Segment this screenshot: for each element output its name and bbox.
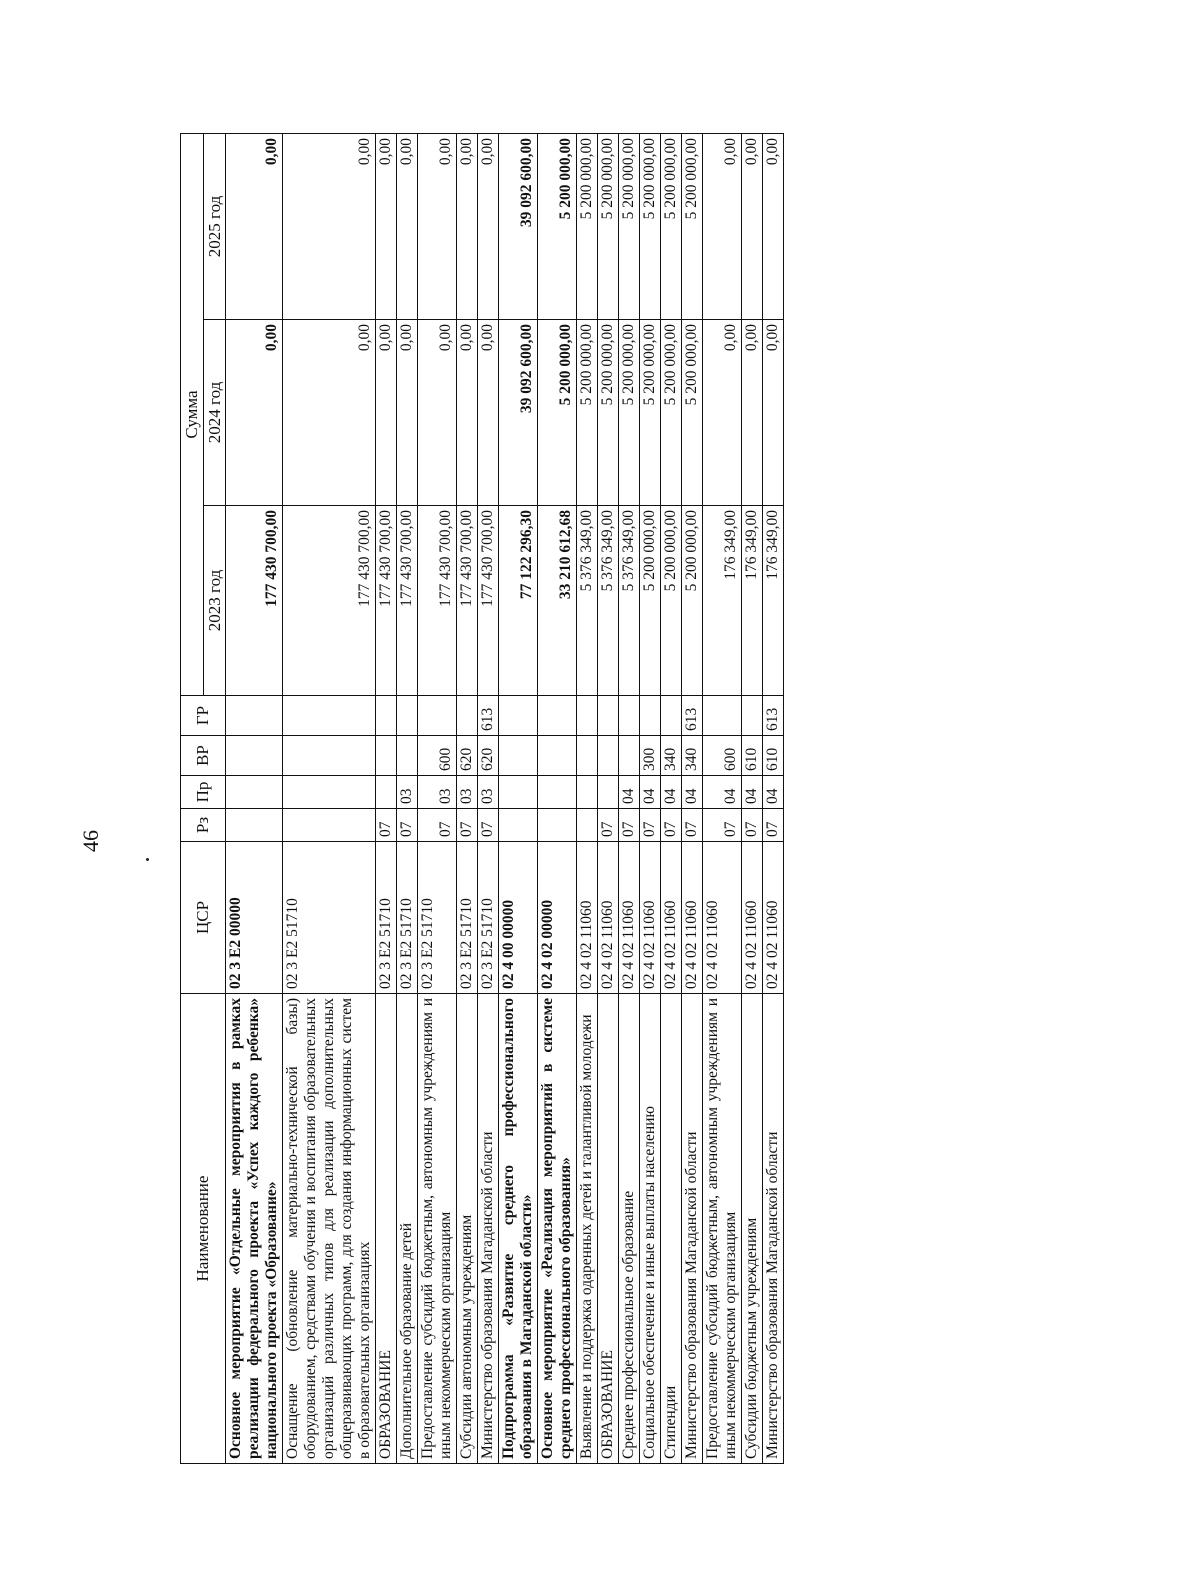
cell-csr: 02 4 02 11060 [660,842,681,994]
cell-name: Среднее профессиональное образование [618,994,639,1464]
table-row [537,134,576,1464]
cell-name: Выявление и поддержка одаренных детей и талантливой молодежи [576,994,597,1464]
cell-2024: 5 200 000,00 [618,320,639,506]
cell-gr [537,696,576,736]
table-row [499,134,538,1464]
cell-pr [226,776,283,809]
cell-pr [376,776,397,809]
cell-2024: 0,00 [397,320,418,506]
cell-rz [283,809,376,842]
cell-vr [597,736,618,776]
cell-vr: 620 [457,736,478,776]
table-row [597,134,618,1464]
cell-2023: 177 430 700,00 [478,506,499,696]
cell-pr: 04 [618,776,639,809]
cell-name: Министерство образования Магаданской области [762,994,783,1464]
cell-name: Стипендии [660,994,681,1464]
cell-2023: 177 430 700,00 [226,506,283,696]
table-row [418,134,457,1464]
cell-2024: 0,00 [478,320,499,506]
cell-gr [226,696,283,736]
rotated-page [180,134,1160,1464]
header-sum: Сумма [181,134,204,696]
cell-vr [576,736,597,776]
cell-2025: 5 200 000,00 [597,134,618,320]
cell-csr: 02 3 E2 51710 [457,842,478,994]
cell-2024: 5 200 000,00 [660,320,681,506]
cell-gr [397,696,418,736]
budget-table [180,133,784,1464]
cell-2025: 0,00 [226,134,283,320]
cell-csr: 02 3 E2 51710 [418,842,457,994]
cell-2024: 5 200 000,00 [639,320,660,506]
cell-pr: 04 [741,776,762,809]
table-row [226,134,283,1464]
cell-vr: 600 [702,736,741,776]
cell-pr: 03 [457,776,478,809]
cell-pr: 03 [397,776,418,809]
cell-2024: 5 200 000,00 [576,320,597,506]
cell-2023: 177 430 700,00 [418,506,457,696]
cell-2025: 5 200 000,00 [660,134,681,320]
cell-gr [597,696,618,736]
cell-name: Предоставление субсидий бюджетным, автономным учреждениям и иным некоммерческим организациям [702,994,741,1464]
cell-gr [702,696,741,736]
cell-rz: 07 [762,809,783,842]
table-row [741,134,762,1464]
cell-rz: 07 [681,809,702,842]
cell-name: ОБРАЗОВАНИЕ [376,994,397,1464]
cell-rz: 07 [618,809,639,842]
cell-rz: 07 [478,809,499,842]
cell-csr: 02 3 E2 00000 [226,842,283,994]
cell-2025: 0,00 [478,134,499,320]
cell-rz: 07 [397,809,418,842]
cell-2024: 0,00 [741,320,762,506]
cell-2024: 5 200 000,00 [597,320,618,506]
cell-2025: 0,00 [376,134,397,320]
cell-rz: 07 [376,809,397,842]
cell-2023: 33 210 612,68 [537,506,576,696]
cell-pr [576,776,597,809]
cell-2024: 39 092 600,00 [499,320,538,506]
cell-name: Подпрограмма «Развитие среднего профессионального образования в Магаданской области» [499,994,538,1464]
cell-gr [741,696,762,736]
cell-rz: 07 [597,809,618,842]
cell-pr: 04 [660,776,681,809]
cell-2023: 176 349,00 [702,506,741,696]
cell-vr [283,736,376,776]
cell-rz [576,809,597,842]
cell-vr: 600 [418,736,457,776]
cell-csr: 02 4 02 11060 [762,842,783,994]
cell-2023: 176 349,00 [762,506,783,696]
cell-csr: 02 4 02 11060 [576,842,597,994]
cell-gr [576,696,597,736]
cell-vr: 300 [639,736,660,776]
cell-vr [376,736,397,776]
header-name: Наименование [181,994,226,1464]
cell-pr [499,776,538,809]
cell-gr: 613 [478,696,499,736]
cell-gr [639,696,660,736]
cell-rz [499,809,538,842]
cell-pr: 04 [681,776,702,809]
cell-2025: 5 200 000,00 [639,134,660,320]
cell-rz: 07 [702,809,741,842]
cell-vr [618,736,639,776]
cell-rz [226,809,283,842]
cell-2023: 5 200 000,00 [660,506,681,696]
cell-2025: 5 200 000,00 [681,134,702,320]
cell-vr [226,736,283,776]
cell-vr: 340 [660,736,681,776]
cell-2023: 177 430 700,00 [457,506,478,696]
cell-2023: 177 430 700,00 [376,506,397,696]
table-row [660,134,681,1464]
cell-2024: 0,00 [457,320,478,506]
cell-2023: 176 349,00 [741,506,762,696]
cell-2024: 0,00 [418,320,457,506]
table-row [457,134,478,1464]
scan-dot [146,858,149,861]
cell-2025: 39 092 600,00 [499,134,538,320]
cell-2024: 0,00 [283,320,376,506]
cell-2023: 5 376 349,00 [576,506,597,696]
table-row [376,134,397,1464]
table-row [283,134,376,1464]
header-rz: Рз [181,809,226,842]
cell-rz: 07 [418,809,457,842]
cell-2024: 5 200 000,00 [681,320,702,506]
cell-2023: 5 376 349,00 [597,506,618,696]
header-row [181,134,204,1464]
cell-name: Оснащение (обновление материально-технической базы) оборудованием, средствами обучения и воспитания образовательных организаций различных типов для реализации дополнительных общеразвивающих программ, для создания информационных систем в образовательных организациях [283,994,376,1464]
cell-pr: 04 [702,776,741,809]
cell-rz: 07 [639,809,660,842]
cell-pr [283,776,376,809]
cell-gr [618,696,639,736]
cell-gr [418,696,457,736]
cell-gr [376,696,397,736]
cell-2024: 0,00 [762,320,783,506]
cell-csr: 02 3 E2 51710 [397,842,418,994]
cell-2025: 0,00 [397,134,418,320]
cell-csr: 02 3 E2 51710 [478,842,499,994]
cell-vr [499,736,538,776]
cell-rz: 07 [741,809,762,842]
cell-2023: 77 122 296,30 [499,506,538,696]
cell-name: Министерство образования Магаданской области [478,994,499,1464]
cell-2025: 0,00 [762,134,783,320]
cell-pr: 03 [478,776,499,809]
table-row [618,134,639,1464]
cell-rz: 07 [457,809,478,842]
cell-gr: 613 [681,696,702,736]
cell-2025: 0,00 [457,134,478,320]
cell-name: Министерство образования Магаданской области [681,994,702,1464]
cell-csr: 02 4 02 11060 [702,842,741,994]
header-csr: ЦСР [181,842,226,994]
cell-csr: 02 4 02 11060 [681,842,702,994]
cell-2025: 0,00 [418,134,457,320]
cell-pr: 04 [762,776,783,809]
cell-csr: 02 4 02 11060 [639,842,660,994]
table-body [226,134,783,1464]
cell-pr [597,776,618,809]
cell-2024: 0,00 [226,320,283,506]
cell-csr: 02 3 E2 51710 [376,842,397,994]
cell-2024: 5 200 000,00 [537,320,576,506]
header-2025: 2025 год [203,134,226,320]
header-2024: 2024 год [203,320,226,506]
cell-vr [397,736,418,776]
table-row [478,134,499,1464]
cell-2023: 5 200 000,00 [681,506,702,696]
table-row [702,134,741,1464]
cell-csr: 02 4 02 11060 [618,842,639,994]
cell-gr: 613 [762,696,783,736]
table-row [681,134,702,1464]
cell-rz [537,809,576,842]
cell-name: ОБРАЗОВАНИЕ [597,994,618,1464]
cell-2025: 0,00 [741,134,762,320]
cell-vr: 340 [681,736,702,776]
cell-name: Субсидии автономным учреждениям [457,994,478,1464]
cell-2023: 177 430 700,00 [283,506,376,696]
cell-2025: 0,00 [283,134,376,320]
cell-csr: 02 4 00 00000 [499,842,538,994]
cell-vr: 610 [762,736,783,776]
cell-2023: 177 430 700,00 [397,506,418,696]
cell-2025: 0,00 [702,134,741,320]
cell-2024: 0,00 [376,320,397,506]
cell-csr: 02 4 02 11060 [597,842,618,994]
cell-gr [660,696,681,736]
cell-2023: 5 376 349,00 [618,506,639,696]
cell-csr: 02 3 E2 51710 [283,842,376,994]
cell-pr: 03 [418,776,457,809]
header-vr: ВР [181,736,226,776]
cell-name: Основное мероприятие «Отдельные мероприятия в рамках реализации федерального проекта «Успех каждого ребенка» национального проекта «Образование» [226,994,283,1464]
table-row [397,134,418,1464]
cell-rz: 07 [660,809,681,842]
cell-csr: 02 4 02 11060 [741,842,762,994]
cell-pr: 04 [639,776,660,809]
cell-name: Предоставление субсидий бюджетным, автономным учреждениям и иным некоммерческим организациям [418,994,457,1464]
table-row [576,134,597,1464]
cell-2025: 5 200 000,00 [576,134,597,320]
cell-2025: 5 200 000,00 [618,134,639,320]
cell-gr [283,696,376,736]
header-gr: ГР [181,696,226,736]
cell-pr [537,776,576,809]
cell-2025: 5 200 000,00 [537,134,576,320]
cell-vr [537,736,576,776]
cell-name: Дополнительное образование детей [397,994,418,1464]
cell-vr: 620 [478,736,499,776]
cell-name: Основное мероприятие «Реализация мероприятий в системе среднего профессионального образования» [537,994,576,1464]
cell-vr: 610 [741,736,762,776]
cell-csr: 02 4 02 00000 [537,842,576,994]
cell-name: Субсидии бюджетным учреждениям [741,994,762,1464]
cell-gr [499,696,538,736]
cell-name: Социальное обеспечение и иные выплаты населению [639,994,660,1464]
cell-2024: 0,00 [702,320,741,506]
cell-gr [457,696,478,736]
table-row [762,134,783,1464]
header-pr: Пр [181,776,226,809]
page-number: 46 [78,830,103,852]
header-2023: 2023 год [203,506,226,696]
cell-2023: 5 200 000,00 [639,506,660,696]
table-row [639,134,660,1464]
